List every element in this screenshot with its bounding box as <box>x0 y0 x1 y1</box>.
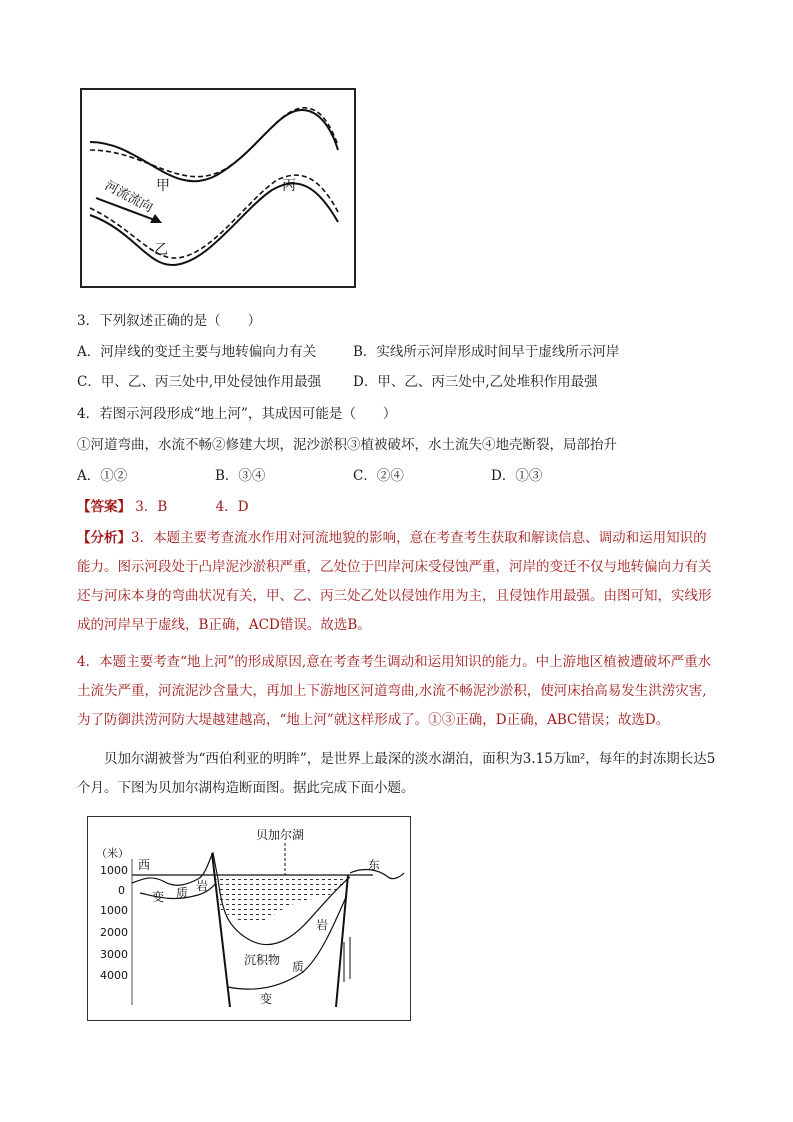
q4-option-a: A．①② <box>77 468 128 484</box>
lake-water <box>216 875 350 923</box>
q4-option-c: C．②④ <box>353 468 404 484</box>
q3-option-a: A．河岸线的变迁主要与地转偏向力有关 <box>77 344 317 360</box>
unit-label: （米） <box>96 847 129 860</box>
upper-bank-dashed <box>90 108 338 177</box>
left-zhi: 质 <box>176 886 189 900</box>
q3-option-d: D．甲、乙、丙三处中,乙处堆积作用最强 <box>353 374 598 390</box>
bottom-bian: 变 <box>260 992 273 1006</box>
river-meander-figure <box>80 88 356 288</box>
west-label: 西 <box>138 858 151 872</box>
left-yan: 岩 <box>196 879 209 893</box>
q4-option-d: D．①③ <box>491 468 543 484</box>
river-meander-diagram <box>82 90 354 286</box>
analysis-q4: 4．本题主要考查“地上河”的形成原因,意在考查考生调动和运用知识的能力。中上游地区植被遭破坏严重水土流失严重，河流泥沙含量大，再加上下游地区河道弯曲,水流不畅泥沙淤积，使河床抬高易发生洪涝灾害,为了防御洪涝河防大堤越建越高，“地上河”就这样形成了。①③正确，D正确，ABC错误；故选D。 <box>77 654 712 728</box>
baikal-intro: 贝加尔湖被誉为“西伯利亚的明眸”，是世界上最深的淡水湖泊，面积为3.15万㎞²，每年的封冻期长达5个月。下图为贝加尔湖构造断面图。据此完成下面小题。 <box>77 751 716 796</box>
q3-stem: 3．下列叙述正确的是（ ） <box>77 313 262 329</box>
tick-2000: 2000 <box>100 926 128 939</box>
tick-0: 0 <box>118 884 125 897</box>
tick-3000: 3000 <box>100 948 128 961</box>
answer-3: 3．B <box>135 499 168 515</box>
q3-option-c: C．甲、乙、丙三处中,甲处侵蚀作用最强 <box>77 374 322 390</box>
q3-option-b: B．实线所示河岸形成时间早于虚线所示河岸 <box>353 344 620 360</box>
label-bing: 丙 <box>282 178 296 194</box>
tick-1000-up: 1000 <box>100 864 128 877</box>
q4-stem: 4．若图示河段形成“地上河”，其成因可能是（ ） <box>77 406 397 422</box>
q4-option-b: B．③④ <box>215 468 266 484</box>
answer-4: 4．D <box>215 499 249 515</box>
label-yi: 乙 <box>154 242 168 258</box>
east-terrain <box>350 870 404 879</box>
left-bian: 变 <box>152 890 165 904</box>
tick-4000: 4000 <box>100 969 128 982</box>
right-yan: 岩 <box>316 918 329 932</box>
baikal-section-diagram <box>88 817 409 1019</box>
analysis-tag: 【分析】 <box>77 530 131 546</box>
analysis-q3-text: 3．本题主要考查流水作用对河流地貌的影响，意在考查考生获取和解读信息、调动和运用知识的能力。图示河段处于凸岸泥沙淤积严重，乙处位于凹岸河床受侵蚀严重，河岸的变迁不仅与地转偏向力有关还与河床本身的弯曲状况有关，甲、乙、丙三处乙处以侵蚀作用为主，且侵蚀作用最强。由图可知，实线形成的河岸早于虚线，B正确，ACD错误。故选B。 <box>77 530 712 633</box>
east-label: 东 <box>368 858 381 872</box>
label-jia: 甲 <box>156 178 170 194</box>
baikal-section-figure <box>87 816 411 1021</box>
answer-line <box>77 498 249 516</box>
east-fault <box>336 875 348 1007</box>
flow-direction-label: 河流流向 <box>102 178 156 216</box>
sediment-label: 沉积物 <box>244 953 281 967</box>
q4-statements: ①河道弯曲，水流不畅②修建大坝，泥沙淤积③植被破坏，水土流失④地壳断裂，局部抬升 <box>77 437 617 453</box>
lake-label: 贝加尔湖 <box>256 828 305 842</box>
right-zhi: 质 <box>292 960 305 974</box>
answer-tag: 【答案】 <box>77 499 131 515</box>
analysis-q3 <box>77 524 717 640</box>
tick-1000: 1000 <box>100 904 128 917</box>
upper-bank-solid <box>90 110 338 181</box>
